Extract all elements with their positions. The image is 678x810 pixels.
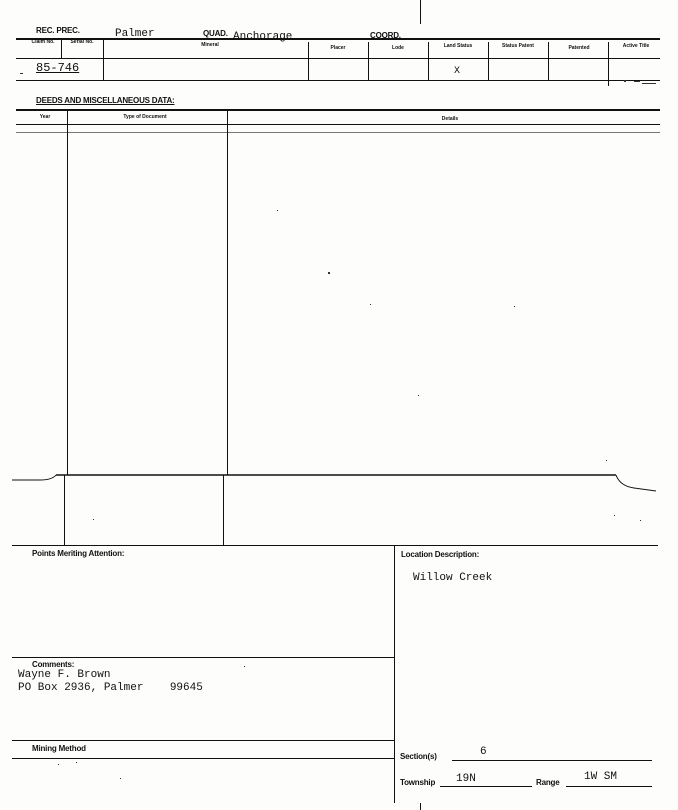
location-value: Willow Creek	[413, 572, 493, 584]
points-label: Points Meriting Attention:	[32, 549, 125, 558]
section-value: 6	[480, 746, 487, 758]
mining-method-label: Mining Method	[32, 744, 86, 753]
comments-line-2: PO Box 2936, Palmer 99645	[18, 682, 203, 694]
col-status-patent: Status Patent	[502, 43, 534, 49]
township-label: Township	[400, 778, 436, 787]
comments-line-1: Wayne F. Brown	[18, 669, 111, 681]
col-patented: Patented	[568, 45, 590, 51]
comments-label: Comments:	[32, 660, 75, 669]
col-land-status: Land Status	[443, 43, 473, 49]
range-label: Range	[536, 778, 560, 787]
col-doc-type: Type of Document	[123, 114, 167, 120]
page-fold-line	[0, 466, 678, 496]
col-claim-no: Claim No.	[31, 39, 55, 45]
deeds-section-title: DEEDS AND MISCELLANEOUS DATA:	[36, 96, 175, 105]
col-year: Year	[39, 114, 51, 120]
township-value: 19N	[456, 773, 476, 785]
range-value: 1W SM	[584, 771, 618, 783]
lower-section-divider	[12, 545, 658, 546]
rec-prec-label: REC. PREC.	[36, 26, 80, 35]
col-serial-no: Serial No.	[70, 39, 94, 45]
top-margin-mark	[420, 0, 421, 24]
coord-label: COORD.	[370, 31, 401, 40]
location-label: Location Description:	[401, 550, 480, 559]
col-active-title: Active Title	[622, 43, 650, 49]
lower-section-vertical	[394, 545, 395, 803]
table-row-claim-no: 85-746	[36, 61, 80, 75]
col-placer: Placer	[330, 45, 346, 51]
quad-value: Anchorage	[233, 31, 293, 43]
rec-prec-value: Palmer	[115, 28, 155, 40]
col-mineral: Mineral	[201, 42, 219, 48]
section-label: Section(s)	[400, 752, 437, 761]
col-lode: Lode	[392, 45, 404, 51]
table-row-land-status: X	[454, 66, 461, 77]
quad-label: QUAD.	[203, 29, 228, 38]
col-details: Details	[441, 116, 459, 122]
